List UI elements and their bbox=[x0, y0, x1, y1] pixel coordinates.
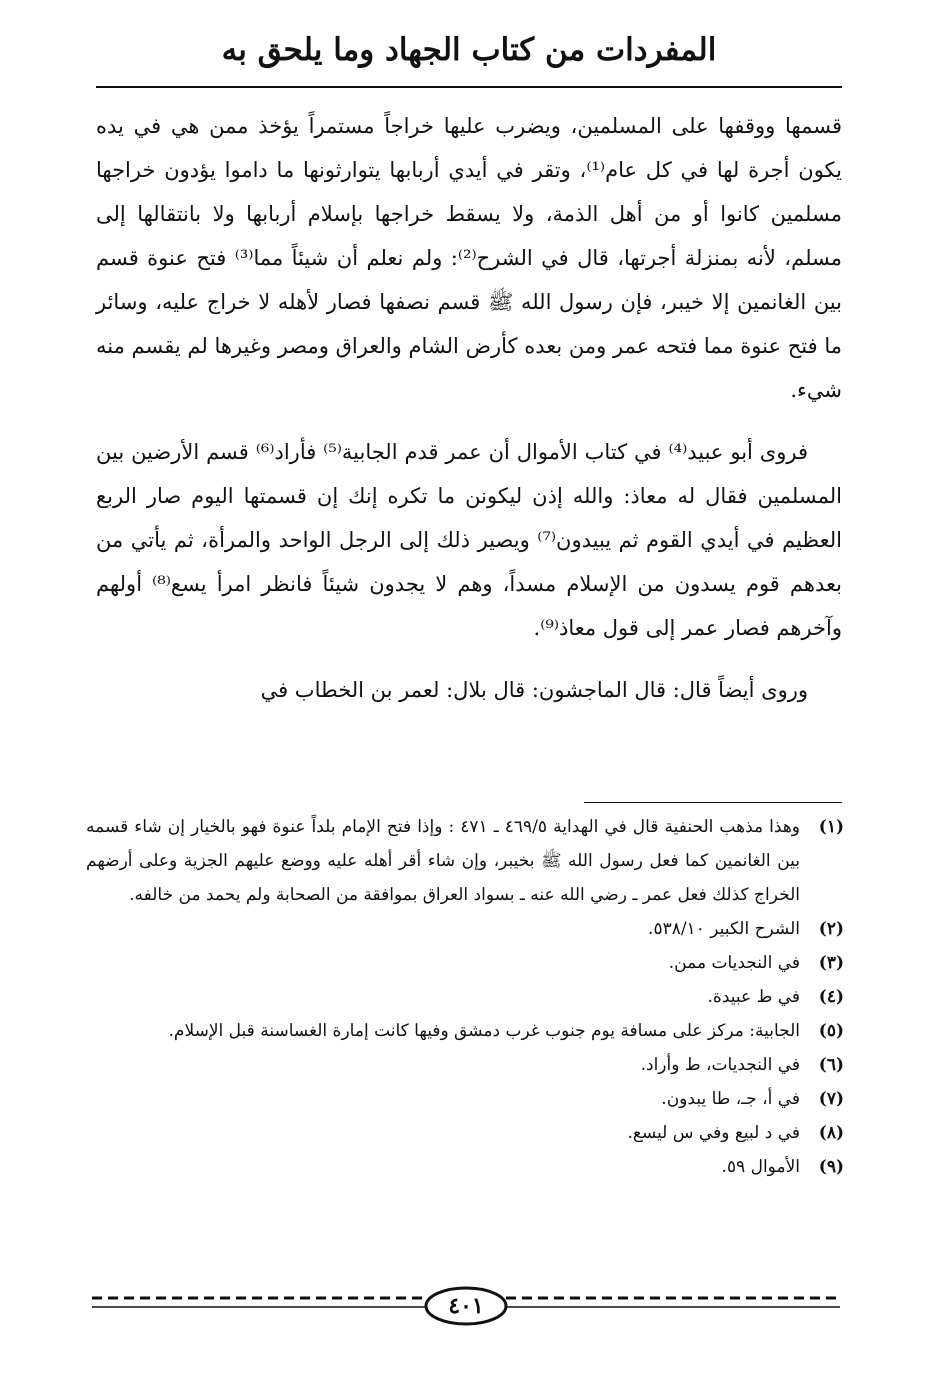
footnote-number: (٥) bbox=[818, 1021, 844, 1041]
footnote bbox=[86, 1082, 844, 1116]
footnote bbox=[86, 946, 844, 980]
footnote-number: (٣) bbox=[818, 953, 844, 973]
paragraph: فروى أبو عبيد⁽⁴⁾ في كتاب الأموال أن عمر قدم الجابية⁽⁵⁾ فأراد⁽⁶⁾ قسم الأرضين بين المسلمين فقال له معاذ: والله إذن ليكونن ما تكره إنك إن قسمتها اليوم صار الربع العظيم في أيدي القوم ثم يبيدون⁽⁷⁾ ويصير ذلك إلى الرجل الواحد والمرأة، ثم يأتي من بعدهم قوم يسدون من الإسلام مسداً، وهم لا يجدون شيئاً فانظر امرأ يسع⁽⁸⁾ أولهم وآخرهم فصار عمر إلى قول معاذ⁽⁹⁾. bbox=[96, 440, 842, 640]
footnote bbox=[86, 1150, 844, 1184]
footnote-text: في ط عبيدة. bbox=[707, 987, 800, 1007]
footnote bbox=[86, 1048, 844, 1082]
footnote-text: وهذا مذهب الحنفية قال في الهداية ٤٦٩/٥ ـ ٤٧١ : وإذا فتح الإمام بلداً عنوة فهو بالخيار إن شاء قسمه بين الغانمين كما فعل رسول الله ﷺ بخيبر، وإن شاء أقر أهله عليه ووضع عليهم الجزية وعلى أرضهم الخراج كذلك فعل عمر ـ رضي الله عنه ـ بسواد العراق بموافقة من الصحابة ولم يحمد من خالفه. bbox=[86, 817, 800, 905]
footnote-text: الأموال ٥٩. bbox=[721, 1157, 800, 1177]
paragraph: قسمها ووقفها على المسلمين، ويضرب عليها خراجاً مستمراً يؤخذ ممن هي في يده يكون أجرة لها في كل عام⁽¹⁾، وتقر في أيدي أربابها يتوارثونها ما داموا يؤدون خراجها مسلمين كانوا أو من أهل الذمة، ولا يسقط خراجها بإسلام أربابها ولا بانتقالها إلى مسلم، لأنه بمنزلة أجرتها، قال في الشرح⁽²⁾: ولم نعلم أن شيئاً مما⁽³⁾ فتح عنوة قسم بين الغانمين إلا خيبر، فإن رسول الله ﷺ قسم نصفها فصار لأهله لا خراج عليه، وسائر ما فتح عنوة مما فتحه عمر ومن بعده كأرض الشام والعراق ومصر وغيرها لم يقسم منه شيء. bbox=[96, 114, 842, 402]
footnote bbox=[86, 980, 844, 1014]
footnote-text: في النجديات ممن. bbox=[668, 953, 800, 973]
footnote-text: في النجديات، ط وأراد. bbox=[640, 1055, 800, 1075]
footnotes bbox=[86, 810, 844, 1184]
header-rule bbox=[96, 86, 842, 88]
footnote-text: الشرح الكبير ٥٣٨/١٠. bbox=[648, 919, 800, 939]
footnote-number: (٤) bbox=[818, 987, 844, 1007]
page-footer bbox=[92, 1286, 840, 1326]
running-header: المفردات من كتاب الجهاد وما يلحق به bbox=[221, 32, 717, 68]
paragraph: وروى أيضاً قال: قال الماجشون: قال بلال: لعمر بن الخطاب في bbox=[260, 678, 808, 702]
footnote bbox=[86, 912, 844, 946]
footnote bbox=[86, 810, 844, 912]
footnote-text: في د لبيع وفي س ليسع. bbox=[627, 1123, 800, 1143]
footnote bbox=[86, 1116, 844, 1150]
footnote-number: (١) bbox=[818, 817, 844, 837]
footnote-number: (٦) bbox=[818, 1055, 844, 1075]
footnote-number: (٧) bbox=[818, 1089, 844, 1109]
footnote-separator bbox=[584, 802, 842, 803]
footnote-number: (٩) bbox=[818, 1157, 844, 1177]
page-number: ٤٠١ bbox=[448, 1293, 484, 1319]
main-text bbox=[96, 104, 842, 730]
footnote-number: (٨) bbox=[818, 1123, 844, 1143]
footnote-text: في أ، جـ، طا يبدون. bbox=[661, 1089, 800, 1109]
footnote-text: الجابية: مركز على مسافة يوم جنوب غرب دمشق وفيها كانت إمارة الغساسنة قبل الإسلام. bbox=[168, 1021, 800, 1041]
footnote bbox=[86, 1014, 844, 1048]
footnote-number: (٢) bbox=[818, 919, 844, 939]
